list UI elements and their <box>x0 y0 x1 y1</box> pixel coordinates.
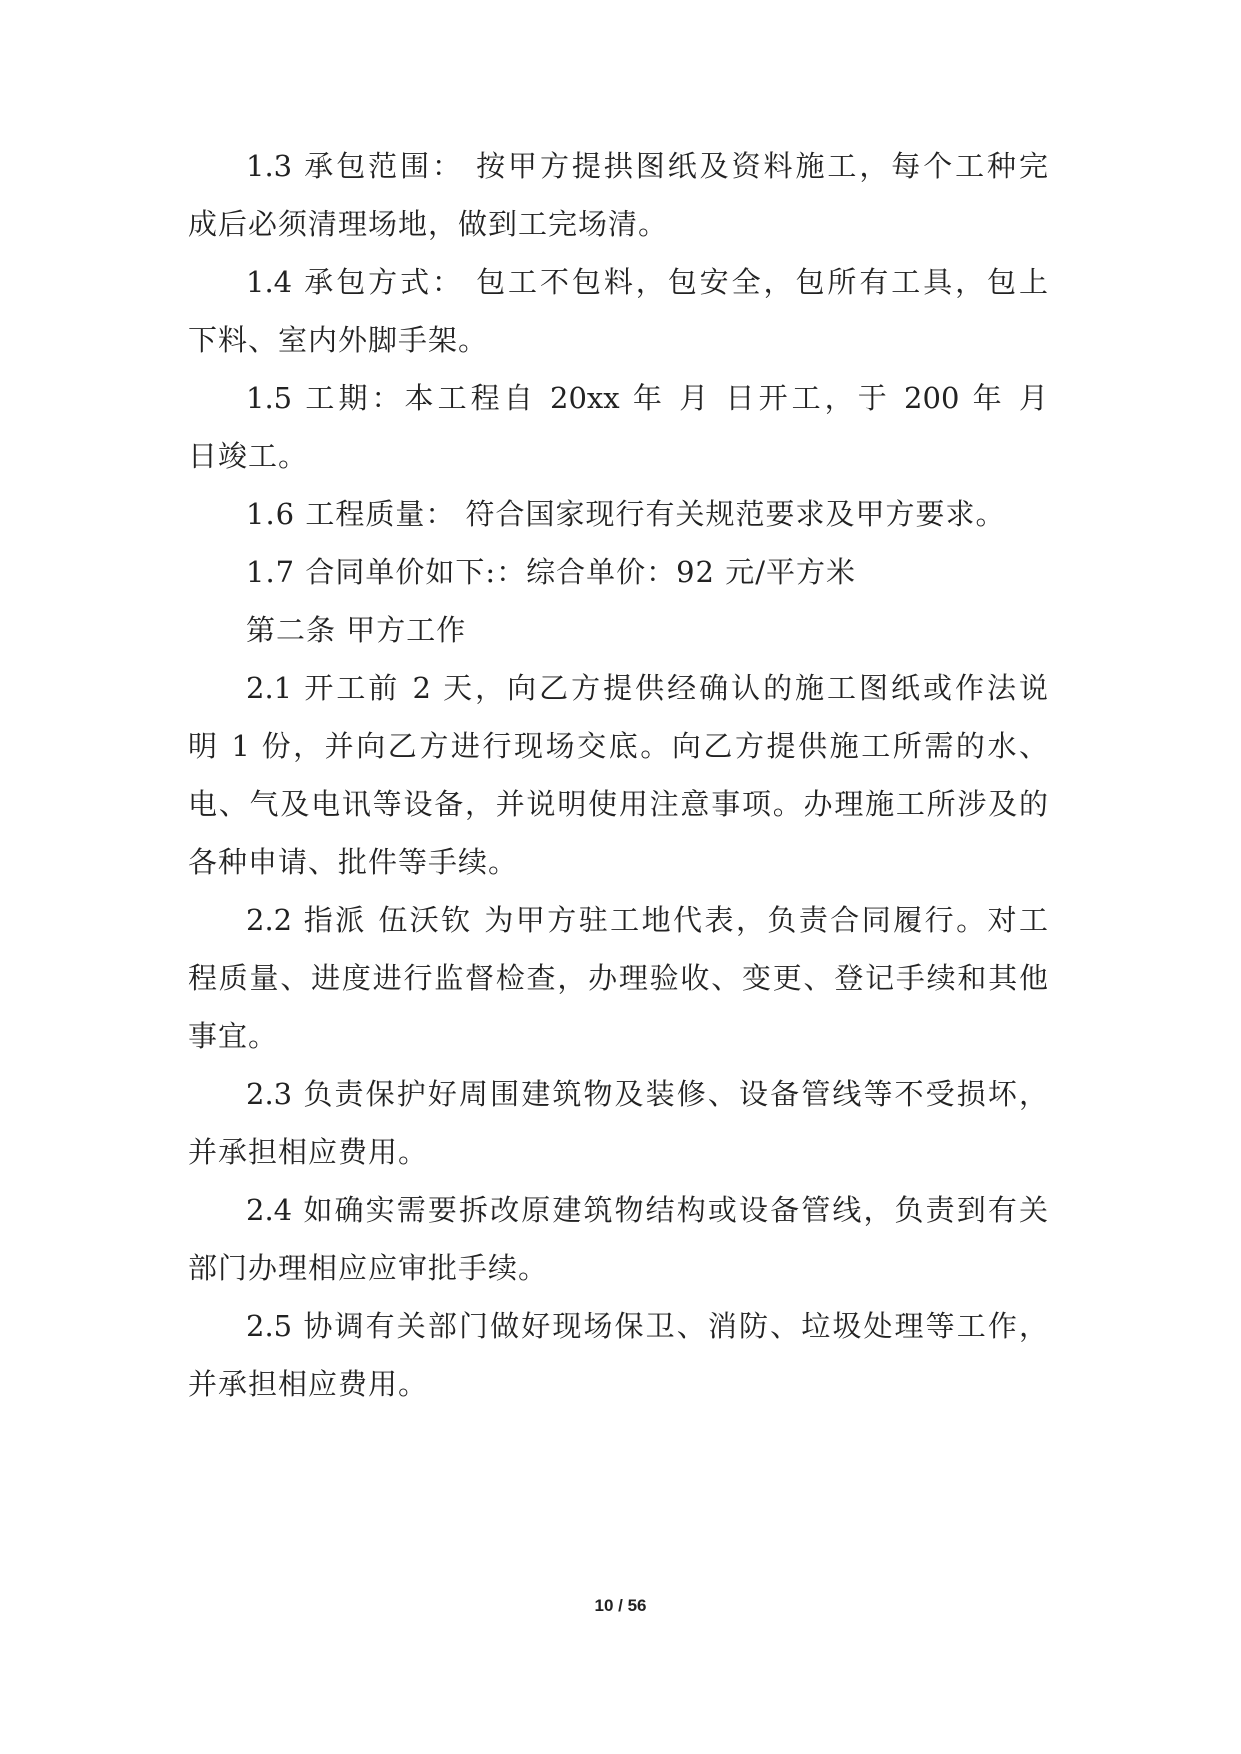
text-line: 成后必须清理场地，做到工完场清。 <box>188 207 669 241</box>
page-number: 10 / 56 <box>594 1596 647 1615</box>
text-line: 事宜。 <box>188 1019 279 1053</box>
text-line: 1.7 合同单价如下:：综合单价：92 元/平方米 <box>246 555 856 589</box>
text-line: 2.2 指派 伍沃钦 为甲方驻工地代表，负责合同履行。对工 <box>246 903 1048 937</box>
text-line: 电、气及电讯等设备，并说明使用注意事项。办理施工所涉及的 <box>188 787 1048 821</box>
text-line: 日竣工。 <box>188 439 309 473</box>
text-line: 2.1 开工前 2 天，向乙方提供经确认的施工图纸或作法说 <box>246 671 1048 705</box>
text-line: 2.3 负责保护好周围建筑物及装修、设备管线等不受损坏， <box>246 1077 1048 1111</box>
text-line: 1.5 工期：本工程自 20xx 年 月 日开工，于 200 年 月 <box>246 381 1048 415</box>
text-line: 部门办理相应应审批手续。 <box>188 1251 549 1285</box>
text-line: 1.3 承包范围： 按甲方提拱图纸及资料施工，每个工种完 <box>246 149 1048 183</box>
section-heading: 第二条 甲方工作 <box>246 613 467 647</box>
text-line: 各种申请、批件等手续。 <box>188 845 519 879</box>
text-line: 并承担相应费用。 <box>188 1135 429 1169</box>
text-line: 并承担相应费用。 <box>188 1367 429 1401</box>
text-line: 2.4 如确实需要拆改原建筑物结构或设备管线，负责到有关 <box>246 1193 1048 1227</box>
text-line: 下料、室内外脚手架。 <box>188 323 489 357</box>
text-line: 2.5 协调有关部门做好现场保卫、消防、垃圾处理等工作， <box>246 1309 1048 1343</box>
text-line: 明 1 份，并向乙方进行现场交底。向乙方提供施工所需的水、 <box>188 729 1048 763</box>
text-line: 1.4 承包方式： 包工不包料，包安全，包所有工具，包上 <box>246 265 1048 299</box>
text-line: 1.6 工程质量： 符合国家现行有关规范要求及甲方要求。 <box>246 497 1006 531</box>
text-line: 程质量、进度进行监督检查，办理验收、变更、登记手续和其他 <box>188 961 1048 995</box>
